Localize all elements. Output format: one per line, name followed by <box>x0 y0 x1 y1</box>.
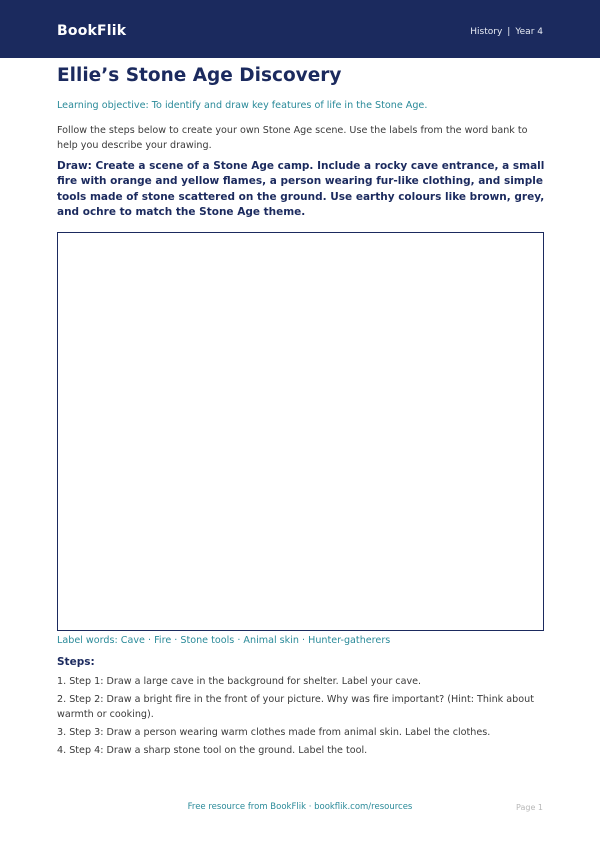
intro-text: Follow the steps below to create your own Stone Age scene. Use the labels from the word bank to help you describe your drawing. <box>57 125 528 151</box>
breadcrumb-subject: History <box>470 27 503 37</box>
page-number: Page 1 <box>516 803 543 812</box>
step-item: 4. Step 4: Draw a sharp stone tool on the ground. Label the tool. <box>57 744 368 756</box>
footer-credit[interactable]: Free resource from BookFlik · bookflik.com/resources <box>187 802 413 812</box>
breadcrumb <box>470 27 543 37</box>
drawing-task: Draw: Create a scene of a Stone Age camp. Include a rocky cave entrance, a small fire with orange and yellow flames, a person wearing fur-like clothing, and simple tools made of stone scattered on the ground. Use earthy colours like brown, grey, and ochre to match the Stone Age theme. <box>57 160 545 218</box>
brand-logo[interactable]: BookFlik <box>57 23 127 39</box>
breadcrumb-year: Year 4 <box>515 27 543 37</box>
breadcrumb-separator: | <box>507 27 511 37</box>
steps-list <box>57 675 547 762</box>
step-item: 3. Step 3: Draw a person wearing warm clothes made from animal skin. Label the clothes. <box>57 726 491 738</box>
page-title: Ellie’s Stone Age Discovery <box>57 65 342 86</box>
steps-heading: Steps: <box>57 656 95 668</box>
label-word-bank: Label words: Cave · Fire · Stone tools · Animal skin · Hunter-gatherers <box>57 635 391 646</box>
step-item: 1. Step 1: Draw a large cave in the background for shelter. Label your cave. <box>57 676 422 687</box>
step-item: 2. Step 2: Draw a bright fire in the front of your picture. Why was fire important? (Hint: Think about warmth or cooking). <box>57 694 534 720</box>
header-bar <box>0 0 600 58</box>
learning-objective: Learning objective: To identify and draw key features of life in the Stone Age. <box>57 100 428 111</box>
drawing-area[interactable] <box>57 232 544 631</box>
